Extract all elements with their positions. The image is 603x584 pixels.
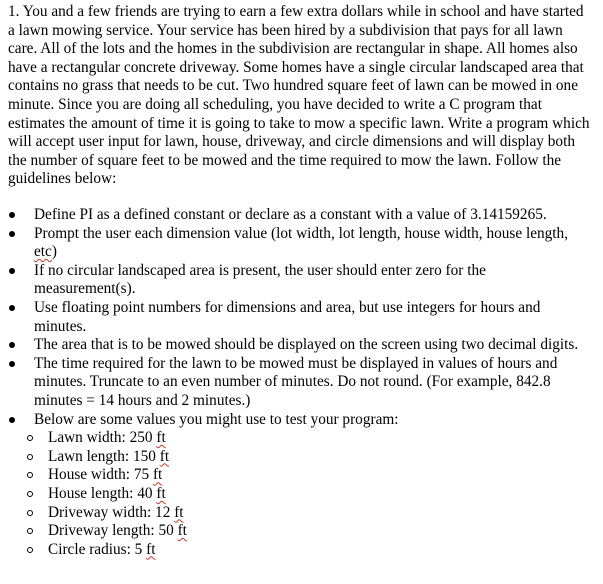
spellcheck-word-ft: ft — [177, 522, 187, 540]
bullet-icon — [9, 268, 15, 274]
test-values-list — [0, 429, 584, 559]
hollow-bullet-icon — [27, 491, 33, 497]
test-value-label: Circle radius: 5 — [48, 540, 147, 558]
spellcheck-word-ft: ft — [156, 484, 166, 502]
bullet-icon — [9, 417, 15, 423]
spellcheck-word-ft: ft — [156, 429, 166, 447]
list-item — [0, 448, 584, 467]
guideline-text: The area that is to be mowed should be displayed on the screen using two decimal digits. — [34, 336, 579, 354]
hollow-bullet-icon — [27, 435, 33, 441]
hollow-bullet-icon — [27, 472, 33, 478]
bullet-icon — [9, 342, 15, 348]
guidelines-list — [0, 206, 603, 559]
hollow-bullet-icon — [27, 510, 33, 516]
spellcheck-word-ft: ft — [152, 466, 163, 484]
list-item — [0, 485, 584, 504]
spellcheck-word-ft: ft — [174, 503, 184, 521]
bullet-icon — [9, 231, 15, 237]
guideline-data-types — [0, 299, 584, 336]
guideline-text-suffix: ) — [51, 243, 57, 261]
guideline-text: Use floating point numbers for dimensions and area, but use integers for hours and minutes. — [34, 298, 541, 335]
guideline-time-display — [0, 355, 584, 411]
list-item — [0, 466, 584, 485]
guideline-text: Define PI as a defined constant or declare as a constant with a value of 3.14159265. — [34, 206, 547, 223]
list-item — [0, 429, 584, 448]
guideline-text-prefix: Prompt the user each dimension value (lot width, lot length, house width, house length, — [34, 224, 569, 242]
spellcheck-word-ft: ft — [159, 447, 170, 465]
hollow-bullet-icon — [27, 454, 33, 460]
test-value-label: House width: 75 — [48, 466, 153, 484]
bullet-icon — [9, 212, 15, 218]
guideline-text: The time required for the lawn to be mowed must be displayed in values of hours and minutes. Truncate to an even number of minutes. Do not round. (For example, 842.8 minutes = 14 hours and 2 minutes.) — [34, 354, 558, 409]
problem-statement: 1. You and a few friends are trying to earn a few extra dollars while in school and have started a lawn mowing service. Your service has been hired by a subdivision that pays for all lawn care. All of the lots and the homes in the subdivision are rectangular in shape. All homes also have a rectangular concrete driveway. Some homes have a single circular landscaped area that contains no grass that needs to be cut. Two hundred square feet of lawn can be mowed in one minute. Since you are doing all scheduling, you have decided to write a C program that estimates the amount of time it is going to take to mow a specific lawn. Write a program which will accept user input for lawn, house, driveway, and circle dimensions and will display both the number of square feet to be mowed and the time required to mow the lawn. Follow the guidelines below: — [8, 3, 590, 188]
test-value-label: Driveway length: 50 — [48, 522, 178, 540]
test-value-label: Lawn length: 150 — [48, 447, 160, 465]
hollow-bullet-icon — [27, 547, 33, 553]
list-item — [0, 541, 584, 560]
guideline-pi-constant — [0, 206, 584, 225]
guideline-area-display — [0, 336, 584, 355]
spellcheck-word-ft: ft — [146, 540, 156, 558]
spellcheck-word-etc: etc — [34, 243, 52, 261]
guideline-text: If no circular landscaped area is present, the user should enter zero for the measurement(s). — [34, 261, 486, 298]
guideline-prompt-user — [0, 225, 584, 262]
guideline-no-circle — [0, 262, 584, 299]
test-value-label: Lawn width: 250 — [48, 429, 157, 447]
bullet-icon — [9, 361, 15, 367]
list-item — [0, 522, 584, 541]
guideline-test-values — [0, 411, 584, 560]
bullet-icon — [9, 305, 15, 311]
guideline-text: Below are some values you might use to test your program: — [34, 410, 399, 428]
test-value-label: House length: 40 — [48, 484, 157, 502]
list-item — [0, 504, 584, 523]
hollow-bullet-icon — [27, 528, 33, 534]
test-value-label: Driveway width: 12 — [48, 503, 175, 521]
